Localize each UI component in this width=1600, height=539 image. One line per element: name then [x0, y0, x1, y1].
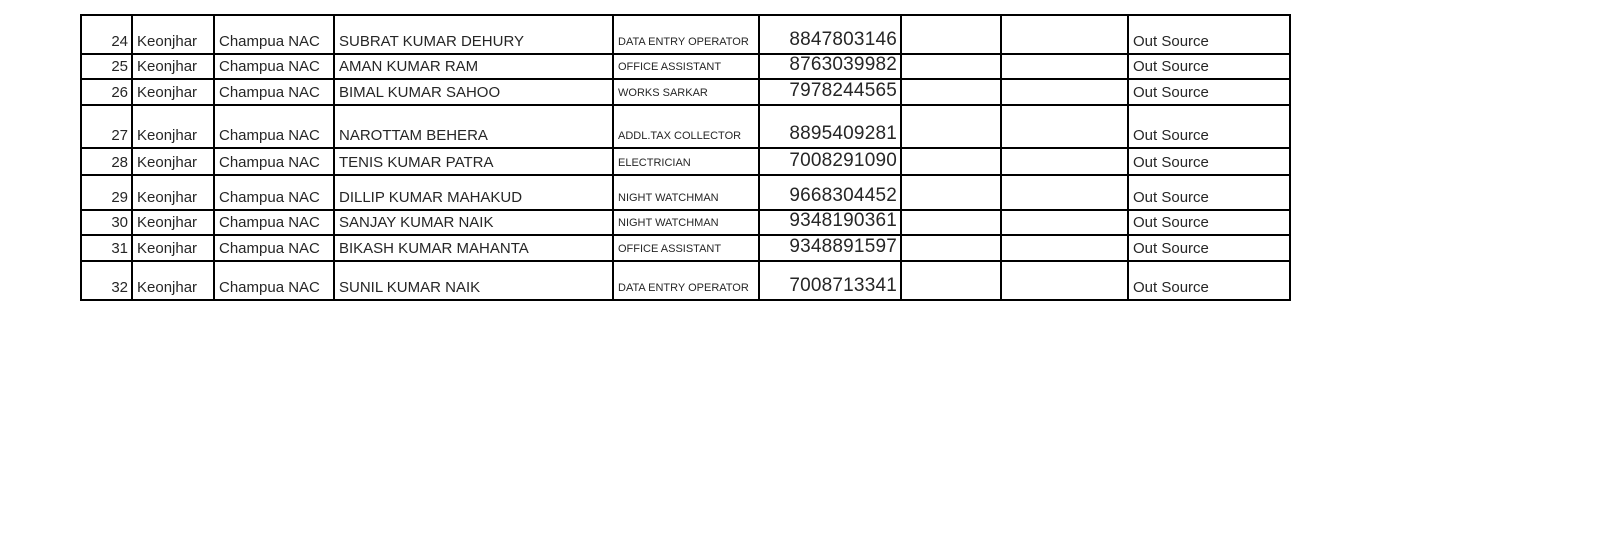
- cell-engagement-type: Out Source: [1128, 79, 1290, 105]
- cell-municipality: Champua NAC: [214, 175, 334, 210]
- table-row: [81, 105, 1290, 148]
- cell-municipality: Champua NAC: [214, 148, 334, 175]
- cell-name: SANJAY KUMAR NAIK: [334, 210, 613, 235]
- cell-designation: DATA ENTRY OPERATOR: [613, 261, 759, 300]
- staff-roster-sheet: [80, 14, 1291, 301]
- cell-municipality: Champua NAC: [214, 54, 334, 79]
- cell-empty-2: [1001, 105, 1128, 148]
- cell-designation: NIGHT WATCHMAN: [613, 210, 759, 235]
- cell-empty-1: [901, 79, 1001, 105]
- cell-district: Keonjhar: [132, 105, 214, 148]
- cell-name: NAROTTAM BEHERA: [334, 105, 613, 148]
- cell-empty-2: [1001, 54, 1128, 79]
- cell-mobile: 9348190361: [759, 210, 901, 235]
- table-row: [81, 54, 1290, 79]
- table-row: [81, 210, 1290, 235]
- cell-empty-1: [901, 175, 1001, 210]
- cell-empty-2: [1001, 15, 1128, 54]
- cell-municipality: Champua NAC: [214, 235, 334, 261]
- cell-designation: WORKS SARKAR: [613, 79, 759, 105]
- cell-empty-2: [1001, 79, 1128, 105]
- cell-empty-1: [901, 235, 1001, 261]
- cell-district: Keonjhar: [132, 79, 214, 105]
- cell-engagement-type: Out Source: [1128, 210, 1290, 235]
- cell-empty-2: [1001, 175, 1128, 210]
- cell-engagement-type: Out Source: [1128, 15, 1290, 54]
- cell-engagement-type: Out Source: [1128, 261, 1290, 300]
- cell-empty-2: [1001, 210, 1128, 235]
- cell-mobile: 9348891597: [759, 235, 901, 261]
- cell-district: Keonjhar: [132, 235, 214, 261]
- table-row: [81, 15, 1290, 54]
- cell-district: Keonjhar: [132, 15, 214, 54]
- cell-name: SUBRAT KUMAR DEHURY: [334, 15, 613, 54]
- cell-sl-no: 30: [81, 210, 132, 235]
- cell-empty-1: [901, 15, 1001, 54]
- cell-name: SUNIL KUMAR NAIK: [334, 261, 613, 300]
- cell-district: Keonjhar: [132, 261, 214, 300]
- cell-mobile: 8895409281: [759, 105, 901, 148]
- cell-district: Keonjhar: [132, 54, 214, 79]
- cell-engagement-type: Out Source: [1128, 175, 1290, 210]
- cell-district: Keonjhar: [132, 210, 214, 235]
- cell-mobile: 7008713341: [759, 261, 901, 300]
- table-row: [81, 235, 1290, 261]
- cell-sl-no: 24: [81, 15, 132, 54]
- cell-municipality: Champua NAC: [214, 261, 334, 300]
- cell-empty-1: [901, 210, 1001, 235]
- cell-name: BIKASH KUMAR MAHANTA: [334, 235, 613, 261]
- cell-empty-1: [901, 105, 1001, 148]
- cell-empty-2: [1001, 148, 1128, 175]
- cell-empty-1: [901, 148, 1001, 175]
- cell-name: DILLIP KUMAR MAHAKUD: [334, 175, 613, 210]
- cell-engagement-type: Out Source: [1128, 148, 1290, 175]
- cell-municipality: Champua NAC: [214, 79, 334, 105]
- cell-sl-no: 26: [81, 79, 132, 105]
- cell-sl-no: 29: [81, 175, 132, 210]
- cell-designation: ELECTRICIAN: [613, 148, 759, 175]
- cell-engagement-type: Out Source: [1128, 235, 1290, 261]
- table-row: [81, 79, 1290, 105]
- cell-mobile: 8847803146: [759, 15, 901, 54]
- cell-name: AMAN KUMAR RAM: [334, 54, 613, 79]
- cell-mobile: 7008291090: [759, 148, 901, 175]
- staff-table: [80, 14, 1291, 301]
- cell-sl-no: 27: [81, 105, 132, 148]
- cell-name: TENIS KUMAR PATRA: [334, 148, 613, 175]
- cell-designation: OFFICE ASSISTANT: [613, 54, 759, 79]
- cell-municipality: Champua NAC: [214, 105, 334, 148]
- cell-sl-no: 31: [81, 235, 132, 261]
- cell-mobile: 8763039982: [759, 54, 901, 79]
- cell-empty-2: [1001, 261, 1128, 300]
- cell-engagement-type: Out Source: [1128, 105, 1290, 148]
- table-row: [81, 261, 1290, 300]
- cell-designation: ADDL.TAX COLLECTOR: [613, 105, 759, 148]
- cell-designation: NIGHT WATCHMAN: [613, 175, 759, 210]
- cell-municipality: Champua NAC: [214, 15, 334, 54]
- cell-empty-1: [901, 54, 1001, 79]
- table-row: [81, 148, 1290, 175]
- cell-empty-2: [1001, 235, 1128, 261]
- cell-designation: OFFICE ASSISTANT: [613, 235, 759, 261]
- cell-empty-1: [901, 261, 1001, 300]
- cell-designation: DATA ENTRY OPERATOR: [613, 15, 759, 54]
- cell-district: Keonjhar: [132, 148, 214, 175]
- cell-municipality: Champua NAC: [214, 210, 334, 235]
- table-row: [81, 175, 1290, 210]
- cell-mobile: 9668304452: [759, 175, 901, 210]
- cell-mobile: 7978244565: [759, 79, 901, 105]
- cell-sl-no: 28: [81, 148, 132, 175]
- cell-sl-no: 25: [81, 54, 132, 79]
- cell-district: Keonjhar: [132, 175, 214, 210]
- cell-engagement-type: Out Source: [1128, 54, 1290, 79]
- cell-sl-no: 32: [81, 261, 132, 300]
- cell-name: BIMAL KUMAR SAHOO: [334, 79, 613, 105]
